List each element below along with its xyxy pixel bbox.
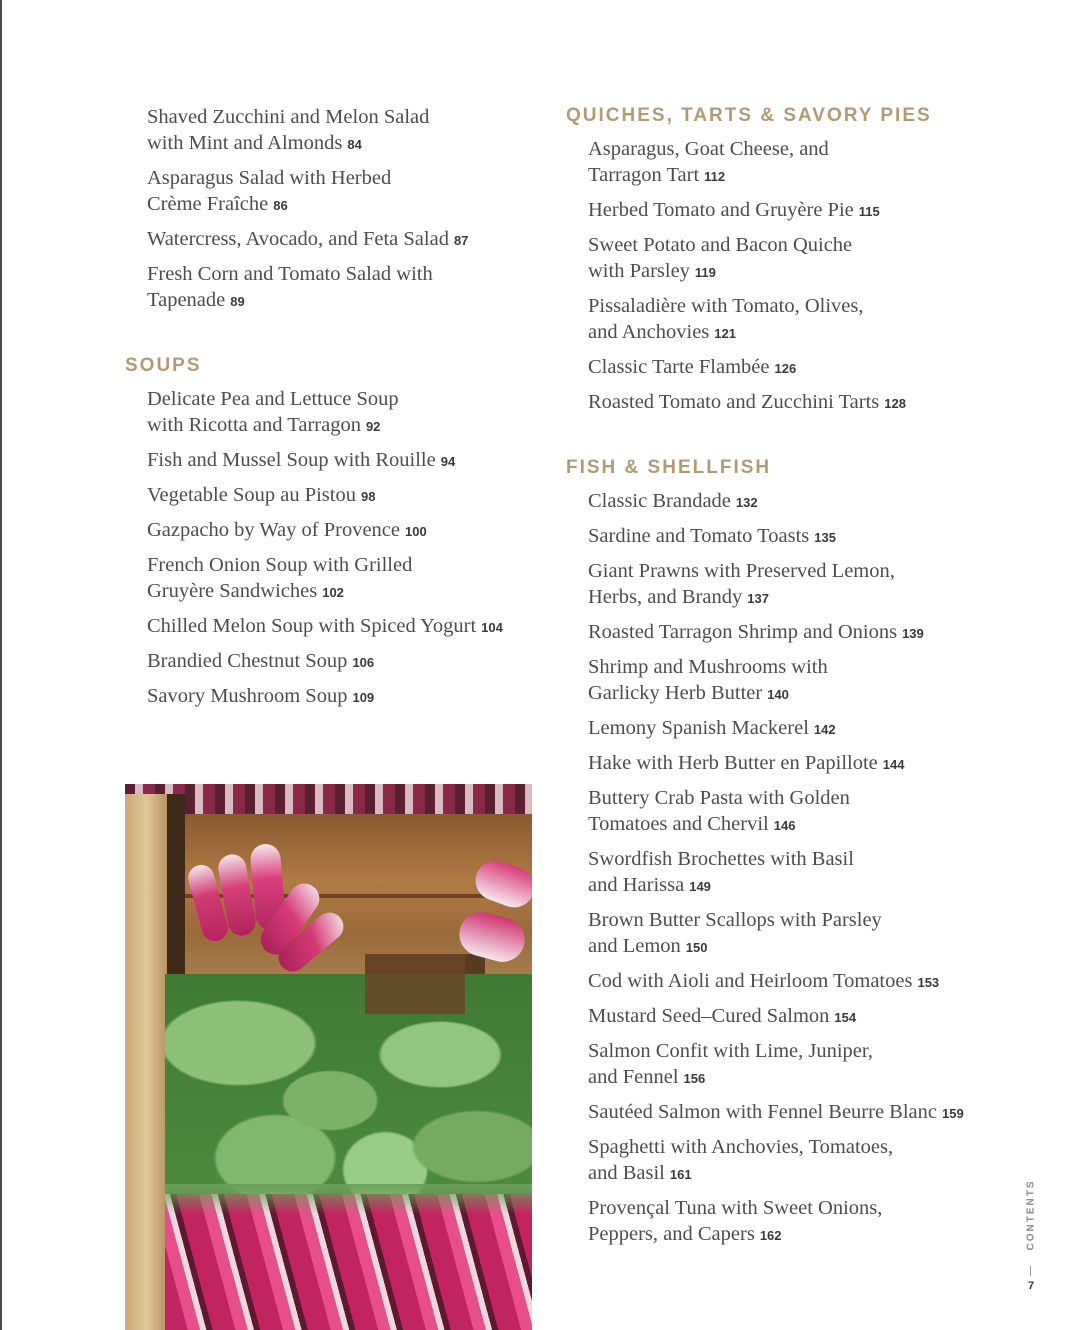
entry-title-line: Roasted Tarragon Shrimp and Onions bbox=[588, 621, 898, 643]
toc-entry[interactable] bbox=[125, 165, 545, 219]
entry-title-line: Tomatoes and Chervil bbox=[588, 813, 769, 835]
toc-entry[interactable] bbox=[566, 389, 1006, 417]
page-number: 100 bbox=[405, 524, 427, 539]
page-number: 115 bbox=[858, 204, 880, 219]
toc-entry[interactable] bbox=[125, 683, 545, 711]
page-number: 102 bbox=[322, 585, 344, 600]
viewer-left-border bbox=[0, 0, 2, 1330]
toc-entry[interactable] bbox=[566, 846, 1006, 900]
toc-entry[interactable] bbox=[125, 648, 545, 676]
page-number: 112 bbox=[704, 169, 726, 184]
entry-title-line: Roasted Tomato and Zucchini Tarts bbox=[588, 391, 880, 413]
page-number: 98 bbox=[360, 489, 376, 504]
toc-entry[interactable] bbox=[566, 907, 1006, 961]
toc-entry[interactable] bbox=[566, 654, 1006, 708]
left-column bbox=[125, 104, 545, 718]
right-column bbox=[566, 104, 1006, 1256]
page-number: 137 bbox=[747, 591, 769, 606]
entry-title-line: Buttery Crab Pasta with Golden bbox=[588, 787, 850, 809]
entry-title-line: Gruyère Sandwiches bbox=[147, 580, 318, 602]
entry-title-line: Vegetable Soup au Pistou bbox=[147, 484, 356, 506]
entry-title-line: Shaved Zucchini and Melon Salad bbox=[147, 106, 430, 128]
entry-title-line: Mustard Seed–Cured Salmon bbox=[588, 1005, 830, 1027]
toc-entry[interactable] bbox=[566, 136, 1006, 190]
page-number: 128 bbox=[884, 396, 906, 411]
entry-title-line: Shrimp and Mushrooms with bbox=[588, 656, 828, 678]
entry-title-line: with Ricotta and Tarragon bbox=[147, 414, 361, 436]
page-number: 121 bbox=[714, 326, 736, 341]
page-number: 150 bbox=[685, 940, 708, 955]
entry-title-line: French Onion Soup with Grilled bbox=[147, 554, 413, 576]
page-number: 159 bbox=[942, 1106, 964, 1121]
page-number: 84 bbox=[347, 137, 362, 152]
page-number: 156 bbox=[683, 1071, 706, 1086]
entry-title-line: with Parsley bbox=[588, 260, 690, 282]
entry-title-line: and Anchovies bbox=[588, 321, 710, 343]
toc-entry[interactable] bbox=[566, 354, 1006, 382]
entry-title-line: Provençal Tuna with Sweet Onions, bbox=[588, 1197, 883, 1219]
entry-title-line: and Lemon bbox=[588, 935, 681, 957]
fish-section bbox=[566, 456, 1006, 1249]
entry-title-line: Peppers, and Capers bbox=[588, 1223, 755, 1245]
page-number: 106 bbox=[352, 655, 375, 670]
entry-title-line: Pissaladière with Tomato, Olives, bbox=[588, 295, 864, 317]
page-number: 126 bbox=[774, 361, 797, 376]
page-number: 109 bbox=[352, 690, 375, 705]
page-number: 132 bbox=[735, 495, 758, 510]
entry-title-line: Salmon Confit with Lime, Juniper, bbox=[588, 1040, 874, 1062]
entry-title-line: Lemony Spanish Mackerel bbox=[588, 717, 809, 739]
quiches-section bbox=[566, 104, 1006, 417]
entry-title-line: Spaghetti with Anchovies, Tomatoes, bbox=[588, 1136, 894, 1158]
entry-title-line: and Fennel bbox=[588, 1066, 679, 1088]
page-number: 89 bbox=[230, 294, 245, 309]
toc-entry[interactable] bbox=[566, 1099, 1006, 1127]
entry-title-line: Brown Butter Scallops with Parsley bbox=[588, 909, 882, 931]
toc-entry[interactable] bbox=[125, 552, 545, 606]
toc-entry[interactable] bbox=[125, 482, 545, 510]
entry-title-line: and Harissa bbox=[588, 874, 685, 896]
page-number: 153 bbox=[917, 975, 940, 990]
entry-title-line: Chilled Melon Soup with Spiced Yogurt bbox=[147, 615, 477, 637]
page-number: 146 bbox=[773, 818, 796, 833]
footer-divider bbox=[1030, 1266, 1031, 1276]
toc-entry[interactable] bbox=[566, 1038, 1006, 1092]
page-number: 92 bbox=[365, 419, 381, 434]
page-number: 154 bbox=[834, 1010, 857, 1025]
toc-entry[interactable] bbox=[566, 1003, 1006, 1031]
running-footer bbox=[1018, 1170, 1044, 1300]
toc-entry[interactable] bbox=[566, 750, 1006, 778]
page-number: 144 bbox=[882, 757, 905, 772]
toc-entry[interactable] bbox=[566, 558, 1006, 612]
page-number: 87 bbox=[453, 233, 469, 248]
entry-title-line: Sardine and Tomato Toasts bbox=[588, 525, 810, 547]
entry-title-line: Cod with Aioli and Heirloom Tomatoes bbox=[588, 970, 913, 992]
toc-entry[interactable] bbox=[125, 104, 545, 158]
entry-title-line: Sweet Potato and Bacon Quiche bbox=[588, 234, 853, 256]
toc-entry[interactable] bbox=[566, 619, 1006, 647]
section-title-quiches: QUICHES, TARTS & SAVORY PIES bbox=[566, 105, 932, 126]
toc-entry[interactable] bbox=[125, 517, 545, 545]
salads-continued-list bbox=[125, 104, 545, 315]
toc-entry[interactable] bbox=[566, 1195, 1006, 1249]
toc-entry[interactable] bbox=[125, 261, 545, 315]
toc-entry[interactable] bbox=[566, 488, 1006, 516]
page-number: 135 bbox=[814, 530, 836, 545]
page-number: 162 bbox=[759, 1228, 782, 1243]
toc-entry[interactable] bbox=[566, 293, 1006, 347]
entry-title-line: Classic Brandade bbox=[588, 490, 731, 512]
entry-title-line: Hake with Herb Butter en Papillote bbox=[588, 752, 878, 774]
radish-photo bbox=[125, 784, 532, 1330]
page-number: 161 bbox=[669, 1167, 692, 1182]
page-number: 149 bbox=[689, 879, 711, 894]
page-number: 142 bbox=[813, 722, 836, 737]
entry-title-line: Watercress, Avocado, and Feta Salad bbox=[147, 228, 449, 250]
entry-title-line: Gazpacho by Way of Provence bbox=[147, 519, 400, 541]
entry-title-line: Classic Tarte Flambée bbox=[588, 356, 770, 378]
section-label: CONTENTS bbox=[1025, 1179, 1037, 1251]
entry-title-line: Tarragon Tart bbox=[588, 164, 700, 186]
section-title-fish: FISH & SHELLFISH bbox=[566, 457, 772, 478]
entry-title-line: Savory Mushroom Soup bbox=[147, 685, 348, 707]
toc-entry[interactable] bbox=[566, 785, 1006, 839]
toc-entry[interactable] bbox=[566, 1134, 1006, 1188]
entry-title-line: Swordfish Brochettes with Basil bbox=[588, 848, 854, 870]
entry-title-line: Herbed Tomato and Gruyère Pie bbox=[588, 199, 854, 221]
page-number: 104 bbox=[481, 620, 503, 635]
entry-title-line: Asparagus, Goat Cheese, and bbox=[588, 138, 829, 160]
entry-title-line: with Mint and Almonds bbox=[147, 132, 343, 154]
entry-title-line: Asparagus Salad with Herbed bbox=[147, 167, 392, 189]
toc-entry[interactable] bbox=[125, 613, 545, 641]
entry-title-line: Sautéed Salmon with Fennel Beurre Blanc bbox=[588, 1101, 937, 1123]
toc-entry[interactable] bbox=[566, 968, 1006, 996]
entry-title-line: Brandied Chestnut Soup bbox=[147, 650, 348, 672]
toc-entry[interactable] bbox=[566, 523, 1006, 551]
soups-section bbox=[125, 354, 545, 711]
entry-title-line: and Basil bbox=[588, 1162, 665, 1184]
entry-title-line: Fish and Mussel Soup with Rouille bbox=[147, 449, 436, 471]
entry-title-line: Fresh Corn and Tomato Salad with bbox=[147, 263, 433, 285]
page-number: 140 bbox=[767, 687, 789, 702]
toc-entry[interactable] bbox=[566, 232, 1006, 286]
entry-title-line: Giant Prawns with Preserved Lemon, bbox=[588, 560, 895, 582]
page-number: 119 bbox=[694, 265, 716, 280]
page-number: 139 bbox=[902, 626, 924, 641]
toc-entry[interactable] bbox=[125, 386, 545, 440]
entry-title-line: Herbs, and Brandy bbox=[588, 586, 743, 608]
page-number: 94 bbox=[440, 454, 456, 469]
toc-entry[interactable] bbox=[566, 197, 1006, 225]
toc-entry[interactable] bbox=[125, 226, 545, 254]
toc-entry[interactable] bbox=[125, 447, 545, 475]
entry-title-line: Crème Fraîche bbox=[147, 193, 269, 215]
section-title-soups: SOUPS bbox=[125, 355, 202, 376]
entry-title-line: Tapenade bbox=[147, 289, 226, 311]
entry-title-line: Garlicky Herb Butter bbox=[588, 682, 763, 704]
toc-entry[interactable] bbox=[566, 715, 1006, 743]
folio-page-number: 7 bbox=[1027, 1280, 1035, 1292]
entry-title-line: Delicate Pea and Lettuce Soup bbox=[147, 388, 399, 410]
page-number: 86 bbox=[273, 198, 288, 213]
